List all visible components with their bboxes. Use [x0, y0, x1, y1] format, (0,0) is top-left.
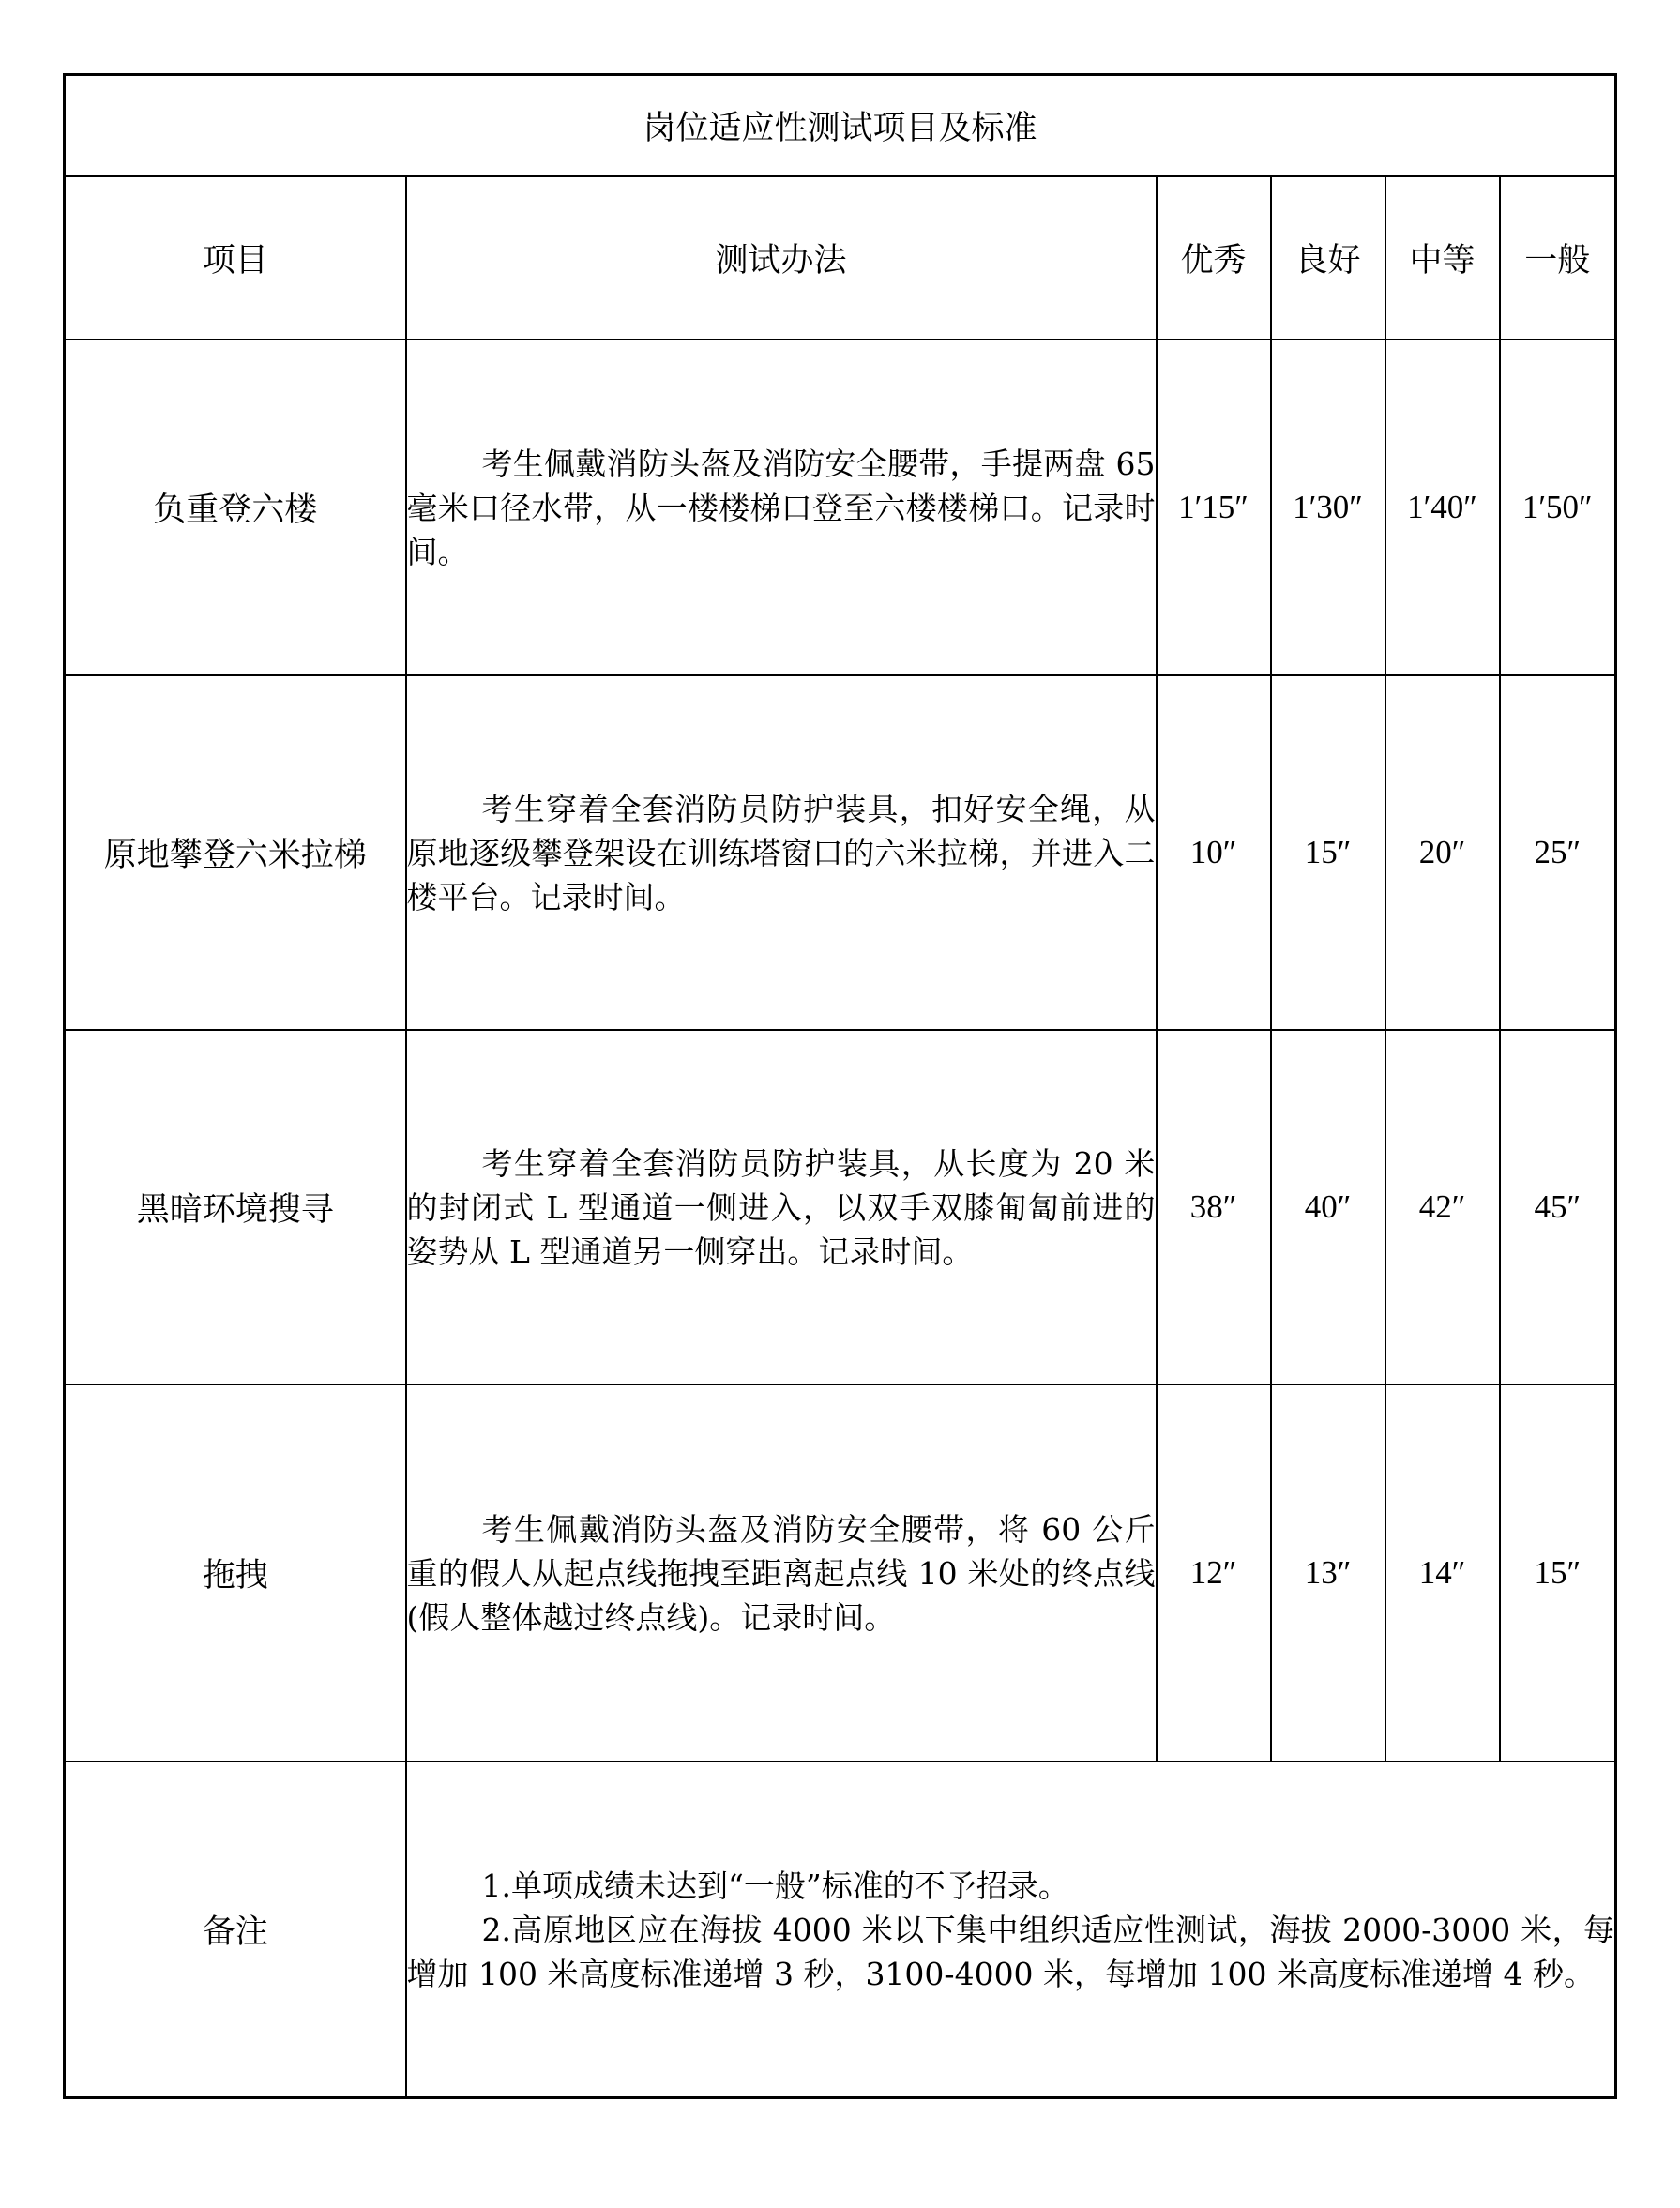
row-good: 40″	[1271, 1030, 1385, 1384]
row-general: 45″	[1500, 1030, 1616, 1384]
row-good: 1′30″	[1271, 340, 1385, 675]
notes-label: 备注	[65, 1762, 406, 2098]
header-medium: 中等	[1385, 176, 1500, 340]
row-method-text: 考生佩戴消防头盔及消防安全腰带，将 60 公斤重的假人从起点线拖拽至距离起点线 10 米处的终点线(假人整体越过终点线)。记录时间。	[406, 1510, 1156, 1636]
header-excellent: 优秀	[1157, 176, 1271, 340]
row-medium: 1′40″	[1385, 340, 1500, 675]
table-row	[65, 340, 1616, 675]
row-method	[406, 1030, 1157, 1384]
row-good: 15″	[1271, 675, 1385, 1030]
row-medium: 14″	[1385, 1384, 1500, 1762]
table-row	[65, 675, 1616, 1030]
row-method-text: 考生穿着全套消防员防护装具，从长度为 20 米的封闭式 L 型通道一侧进入，以双手双膝匍匐前进的姿势从 L 型通道另一侧穿出。记录时间。	[406, 1144, 1156, 1270]
header-item: 项目	[65, 176, 406, 340]
note-item: 1.单项成绩未达到“一般”标准的不予招录。	[481, 1867, 1069, 1904]
row-item: 原地攀登六米拉梯	[65, 675, 406, 1030]
row-item: 黑暗环境搜寻	[65, 1030, 406, 1384]
row-method	[406, 340, 1157, 675]
header-good: 良好	[1271, 176, 1385, 340]
row-excellent: 12″	[1157, 1384, 1271, 1762]
row-item: 拖拽	[65, 1384, 406, 1762]
row-general: 1′50″	[1500, 340, 1616, 675]
table-title: 岗位适应性测试项目及标准	[65, 75, 1616, 177]
row-excellent: 1′15″	[1157, 340, 1271, 675]
row-excellent: 38″	[1157, 1030, 1271, 1384]
row-method-text: 考生佩戴消防头盔及消防安全腰带，手提两盘 65 毫米口径水带，从一楼楼梯口登至六楼楼梯口。记录时间。	[406, 445, 1156, 570]
notes-row	[65, 1762, 1616, 2098]
row-general: 15″	[1500, 1384, 1616, 1762]
row-good: 13″	[1271, 1384, 1385, 1762]
row-item: 负重登六楼	[65, 340, 406, 675]
row-medium: 42″	[1385, 1030, 1500, 1384]
row-excellent: 10″	[1157, 675, 1271, 1030]
table-row	[65, 1030, 1616, 1384]
header-general: 一般	[1500, 176, 1616, 340]
row-general: 25″	[1500, 675, 1616, 1030]
notes-content	[406, 1762, 1616, 2098]
row-method-text: 考生穿着全套消防员防护装具，扣好安全绳，从原地逐级攀登架设在训练塔窗口的六米拉梯，并进入二楼平台。记录时间。	[406, 790, 1156, 915]
table-row	[65, 1384, 1616, 1762]
header-row	[65, 176, 1616, 340]
row-method	[406, 675, 1157, 1030]
note-item: 2.高原地区应在海拔 4000 米以下集中组织适应性测试，海拔 2000-3000 米，每增加 100 米高度标准递增 3 秒，3100-4000 米，每增加 100 米高度标准递增 4 秒。	[406, 1911, 1615, 1992]
standards-table	[63, 73, 1617, 2099]
header-method: 测试办法	[406, 176, 1157, 340]
row-medium: 20″	[1385, 675, 1500, 1030]
row-method	[406, 1384, 1157, 1762]
